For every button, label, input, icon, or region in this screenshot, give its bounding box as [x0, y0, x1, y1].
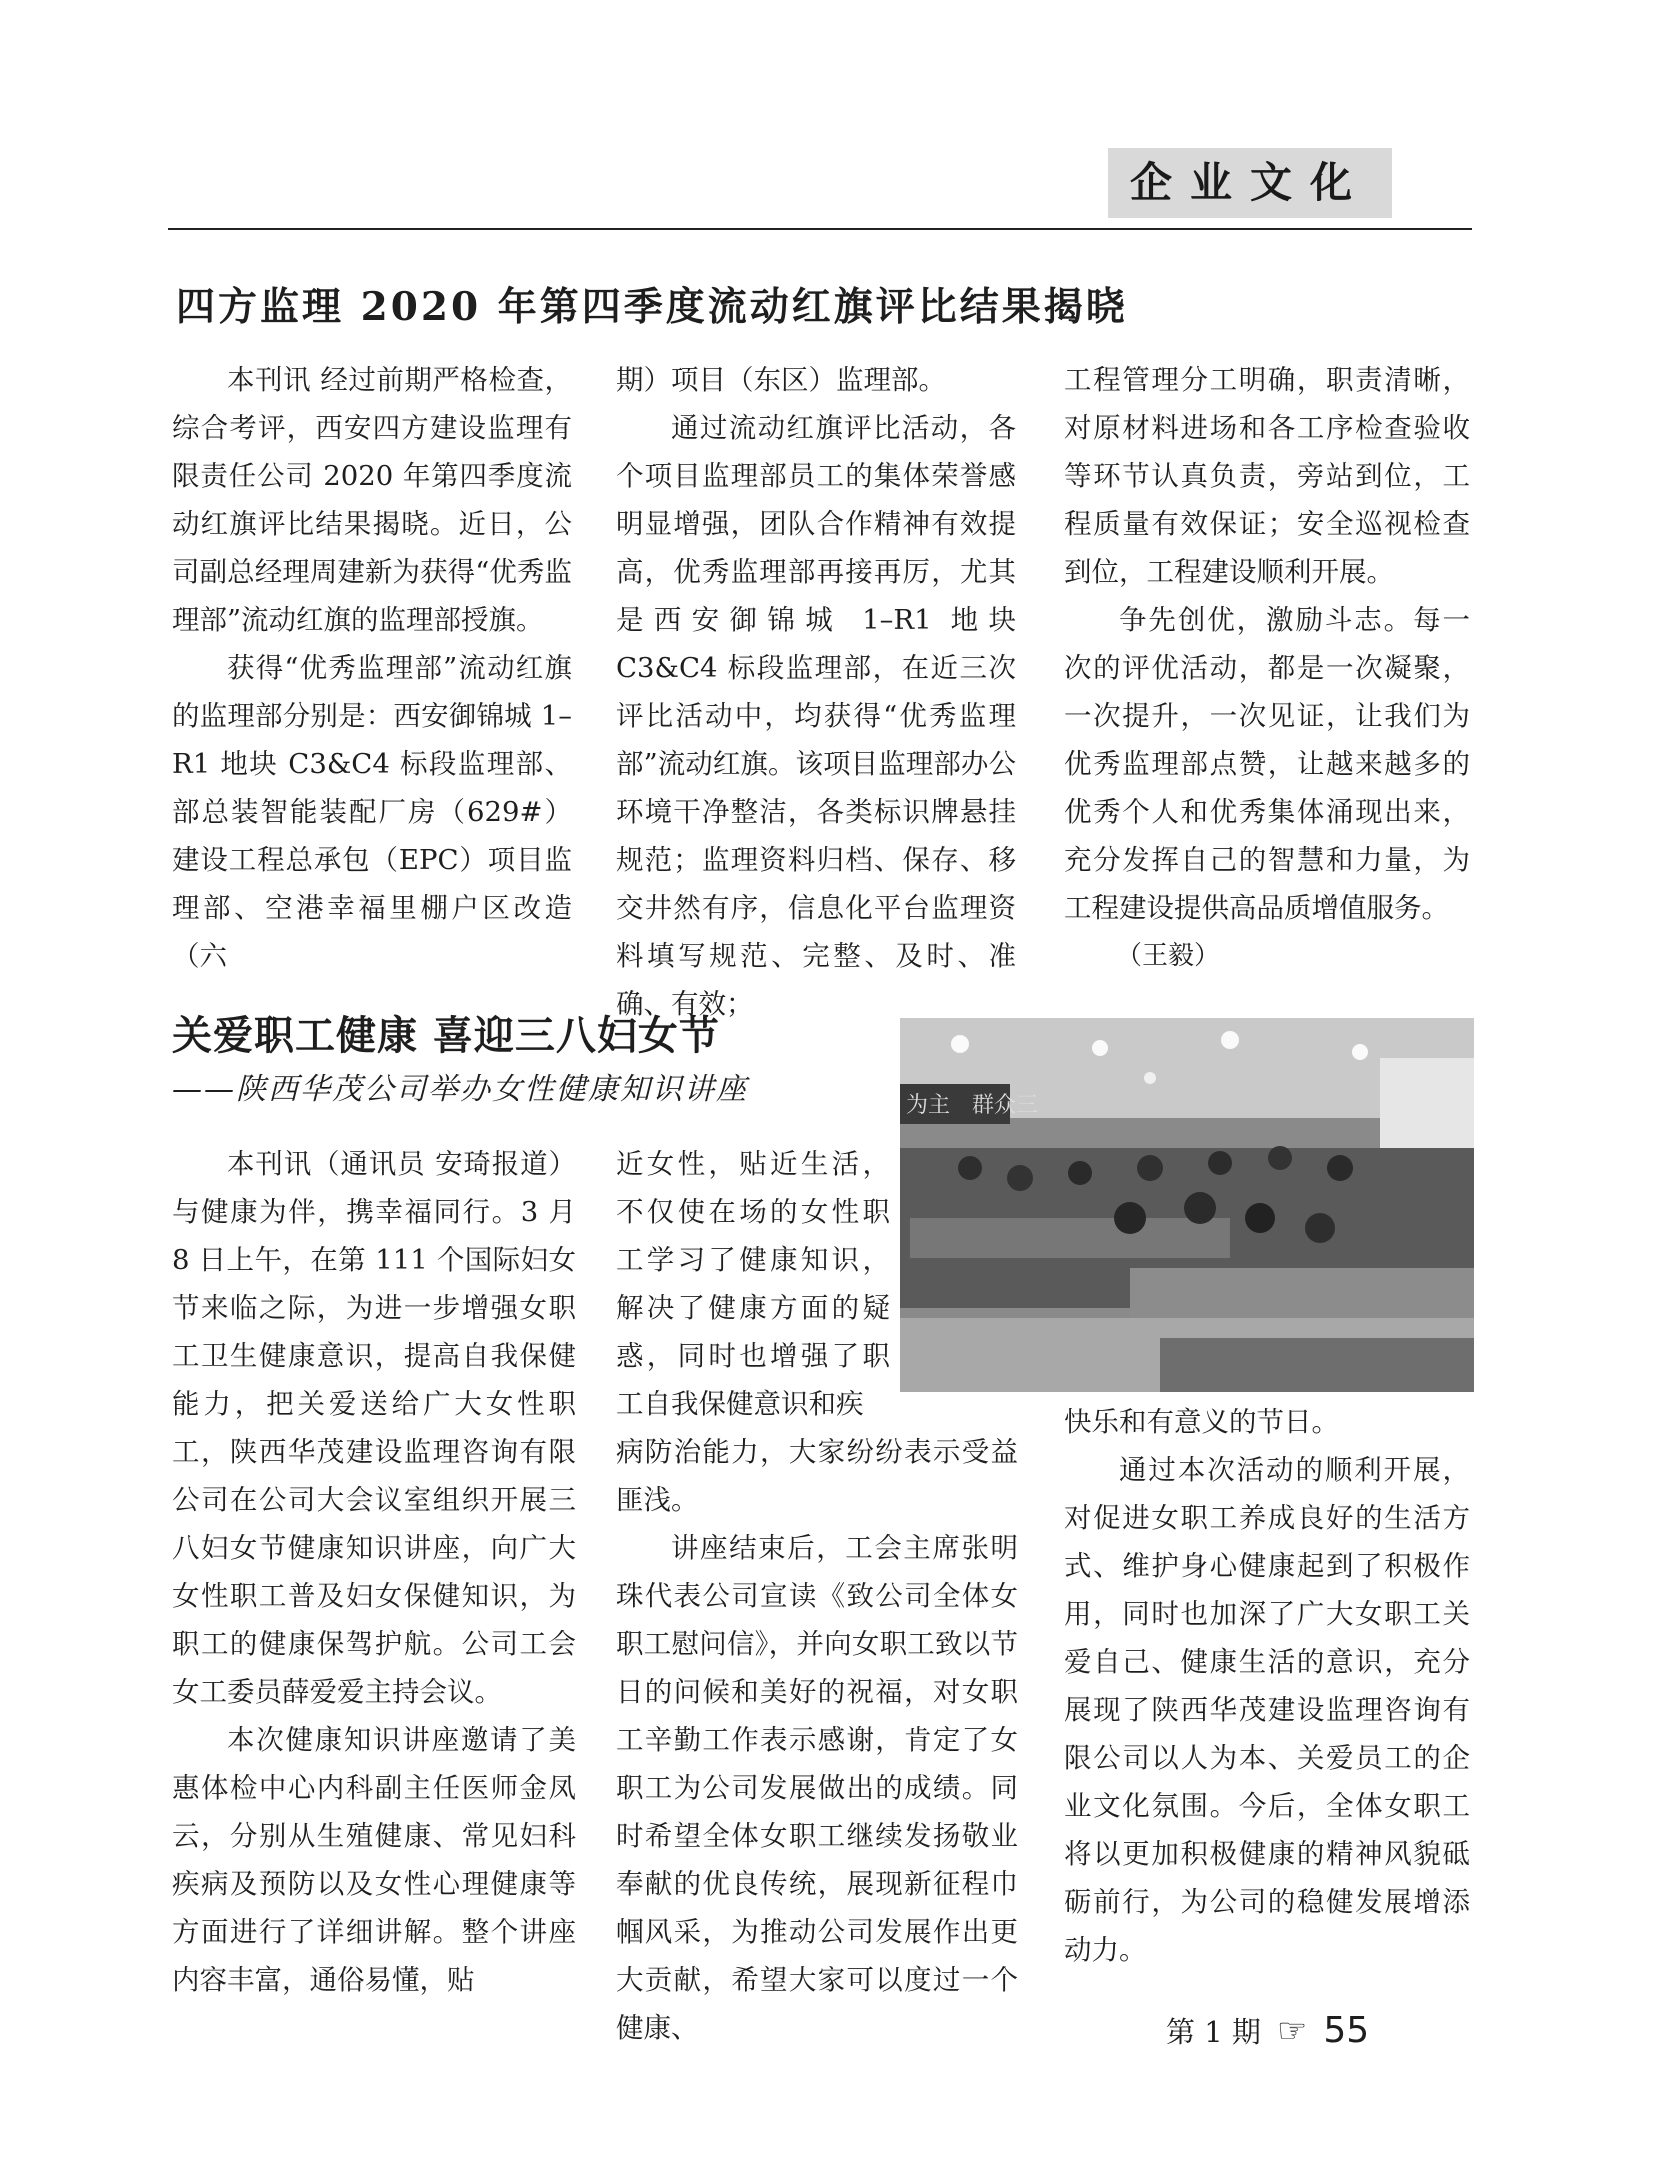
header-rule	[168, 228, 1472, 230]
section-tag: 企业文化	[1108, 148, 1392, 218]
article2-title: 关爱职工健康 喜迎三八妇女节	[172, 1013, 720, 1059]
article1-column-3: 工程管理分工明确，职责清晰，对原材料进场和各工序检查验收等环节认真负责，旁站到位，工程质量有效保证；安全巡视检查到位，工程建设顺利开展。 争先创优，激励斗志。每一次的评优活动，都是一次凝聚，一次提升，一次见证，让我们为优秀监理部点赞，让越来越多的优秀个人和优秀集体涌现出来，充分发挥自己的智慧和力量，为工程建设提供高品质增值服务。 （王毅）	[1064, 356, 1470, 980]
article1-column-1	[172, 356, 572, 980]
article2-paragraph: 本刊讯（通讯员 安琦报道）与健康为伴，携幸福同行。3 月 8 日上午，在第 111 个国际妇女节来临之际，为进一步增强女职工卫生健康意识，提高自我保健能力，把关爱送给广大女性职工，陕西华茂建设监理咨询有限公司在公司大会议室组织开展三八妇女节健康知识讲座，向广大女性职工普及妇女保健知识，为职工的健康保驾护航。公司工会女工委员薛爱爱主持会议。	[172, 1148, 576, 1708]
article2-column-2a: 近女性，贴近生活，不仅使在场的女性职工学习了健康知识，解决了健康方面的疑惑，同时也增强了职工自我保健意识和疾	[616, 1148, 890, 1420]
article1-column-2: 期）项目（东区）监理部。 通过流动红旗评比活动，各个项目监理部员工的集体荣誉感明显增强，团队合作精神有效提高，优秀监理部再接再厉，尤其是西安御锦城 1–R1 地块 C3&C4 标段监理部，在近三次评比活动中，均获得“优秀监理部”流动红旗。该项目监理部办公环境干净整洁，各类标识牌悬挂规范；监理资料归档、保存、移交井然有序，信息化平台监理资料填写规范、完整、及时、准确、有效；	[616, 364, 1016, 1020]
article1-paragraph: 获得“优秀监理部”流动红旗的监理部分别是：西安御锦城 1–R1 地块 C3&C4 标段监理部、部总装智能装配厂房（629#）建设工程总承包（EPC）项目监理部、空港幸福里棚户区改造（六	[172, 652, 572, 972]
pointing-hand-icon: ☞	[1276, 2011, 1308, 2051]
lecture-photo-image	[900, 1018, 1474, 1392]
article1-title: 四方监理 2020 年第四季度流动红旗评比结果揭晓	[176, 284, 1128, 330]
article2-paragraph: 通过本次活动的顺利开展，对促进女职工养成良好的生活方式、维护身心健康起到了积极作用，同时也加深了广大女职工关爱自己、健康生活的意识，充分展现了陕西华茂建设监理咨询有限公司以人为本、关爱员工的企业文化氛围。今后，全体女职工将以更加积极健康的精神风貌砥砺前行，为公司的稳健发展增添动力。	[1064, 1454, 1470, 1966]
issue-label: 第 1 期	[1166, 2015, 1261, 2049]
article1-paragraph: 争先创优，激励斗志。每一次的评优活动，都是一次凝聚，一次提升，一次见证，让我们为优秀监理部点赞，让越来越多的优秀个人和优秀集体涌现出来，充分发挥自己的智慧和力量，为工程建设提供高品质增值服务。	[1064, 604, 1470, 924]
page-number: 55	[1323, 2010, 1370, 2051]
article1-paragraph: 本刊讯 经过前期严格检查，综合考评，西安四方建设监理有限责任公司 2020 年第四季度流动红旗评比结果揭晓。近日，公司副总经理周建新为获得“优秀监理部”流动红旗的监理部授旗。	[172, 364, 572, 636]
lecture-photo	[900, 1018, 1474, 1392]
photo-banner-text: 为主 群众三	[906, 1093, 1039, 1118]
article2-column-3: 快乐和有意义的节日。 通过本次活动的顺利开展，对促进女职工养成良好的生活方式、维护身心健康起到了积极作用，同时也加深了广大女职工关爱自己、健康生活的意识，充分展现了陕西华茂建设监理咨询有限公司以人为本、关爱员工的企业文化氛围。今后，全体女职工将以更加积极健康的精神风貌砥砺前行，为公司的稳健发展增添动力。	[1064, 1398, 1470, 1974]
article2-column-2b: 病防治能力，大家纷纷表示受益匪浅。 讲座结束后，工会主席张明珠代表公司宣读《致公司全体女职工慰问信》，并向女职工致以节日的问候和美好的祝福，对女职工辛勤工作表示感谢，肯定了女职工为公司发展做出的成绩。同时希望全体女职工继续发扬敬业奉献的优良传统，展现新征程巾帼风采，为推动公司发展作出更大贡献，希望大家可以度过一个健康、	[616, 1436, 1018, 2044]
article2-subtitle: ——陕西华茂公司举办女性健康知识讲座	[172, 1072, 748, 1107]
article2-column-1: 本刊讯（通讯员 安琦报道）与健康为伴，携幸福同行。3 月 8 日上午，在第 111 个国际妇女节来临之际，为进一步增强女职工卫生健康意识，提高自我保健能力，把关爱送给广大女性职工，陕西华茂建设监理咨询有限公司在公司大会议室组织开展三八妇女节健康知识讲座，向广大女性职工普及妇女保健知识，为职工的健康保驾护航。公司工会女工委员薛爱爱主持会议。 本次健康知识讲座邀请了美惠体检中心内科副主任医师金凤云，分别从生殖健康、常见妇科疾病及预防以及女性心理健康等方面进行了详细讲解。整个讲座内容丰富，通俗易懂，贴	[172, 1140, 576, 2004]
page-footer	[1166, 2010, 1369, 2051]
article1-author: （王毅）	[1116, 941, 1221, 971]
